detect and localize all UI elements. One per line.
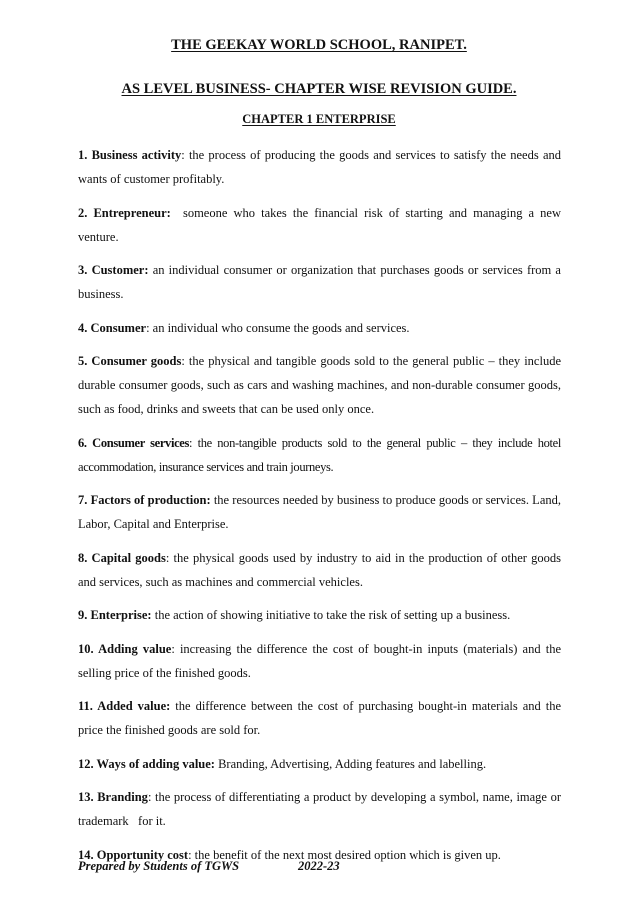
definition-item — [78, 752, 561, 776]
definition-item — [78, 546, 561, 594]
definition-text: : an individual who consume the goods and services. — [146, 320, 410, 335]
definition-text: : the non-tangible products sold to the general public – they include hotel accommodation, insurance services and train journeys. — [78, 435, 561, 474]
chapter-title: CHAPTER 1 ENTERPRISE — [242, 112, 396, 126]
definition-term: 8. Capital goods — [78, 550, 166, 565]
definition-item — [78, 637, 561, 685]
school-title: THE GEEKAY WORLD SCHOOL, RANIPET. — [171, 37, 467, 53]
definition-item — [78, 603, 561, 627]
definition-text: the action of showing initiative to take the risk of setting up a business. — [151, 608, 511, 622]
definition-term: 10. Adding value — [78, 641, 172, 656]
definition-term: 9. Enterprise: — [78, 608, 152, 622]
definition-term: 6. Consumer services — [78, 435, 189, 450]
definition-item — [78, 694, 561, 742]
definition-item — [78, 201, 565, 249]
definition-term: 12. Ways of adding value: — [78, 756, 215, 771]
definition-term: 7. Factors of production: — [78, 493, 211, 507]
definition-text: : the process of producing the goods and services to satisfy the needs and wants of customer profitably. — [78, 148, 561, 186]
definition-term: 14. Opportunity cost — [78, 847, 189, 862]
definition-text: : increasing the difference the cost of bought-in inputs (materials) and the selling price of the finished goods. — [78, 641, 562, 680]
definition-text: : the physical goods used by industry to aid in the production of other goods and services, such as machines and commercial vehicles. — [78, 550, 561, 589]
definition-text: someone who takes the financial risk of starting and managing a new venture. — [78, 205, 565, 244]
definition-item — [78, 349, 561, 421]
definition-item — [78, 258, 561, 306]
definition-text: Branding, Advertising, Adding features and labelling. — [214, 756, 487, 771]
definitions-list — [78, 143, 565, 876]
definition-text: : the process of differentiating a product by developing a symbol, name, image or trademark for it. — [78, 790, 565, 828]
footer-prepared-by: Prepared by Students of TGWS — [78, 859, 240, 873]
definition-term: 3. Customer: — [78, 263, 149, 277]
footer-year: 2022-23 — [298, 859, 340, 873]
page-footer — [78, 859, 340, 874]
guide-title: AS LEVEL BUSINESS- CHAPTER WISE REVISION GUIDE. — [121, 81, 517, 97]
definition-text: an individual consumer or organization that purchases goods or services from a business. — [78, 263, 561, 301]
definition-term: 11. Added value: — [78, 699, 171, 713]
definition-item — [78, 431, 561, 479]
definition-term: 2. Entrepreneur: — [78, 205, 171, 220]
definition-text: the resources needed by business to produce goods or services. Land, Labor, Capital and Enterprise. — [78, 493, 561, 531]
definition-text: : the benefit of the next most desired option which is given up. — [188, 847, 501, 862]
definition-term: 4. Consumer — [78, 320, 147, 335]
definition-term: 13. Branding — [78, 790, 148, 804]
definition-term: 5. Consumer goods — [78, 354, 182, 368]
definition-term: 1. Business activity — [78, 148, 182, 162]
definition-text: : the physical and tangible goods sold to the general public – they include durable consumer goods, such as cars and washing machines, and non-durable consumer goods, such as food, drinks and sweets that can be used only once. — [78, 354, 561, 416]
definition-item — [78, 316, 561, 340]
definition-item — [78, 143, 561, 191]
definition-item — [78, 785, 565, 833]
definition-item — [78, 488, 561, 536]
definition-text: the difference between the cost of purchasing bought-in materials and the price the finished goods are sold for. — [78, 699, 562, 737]
